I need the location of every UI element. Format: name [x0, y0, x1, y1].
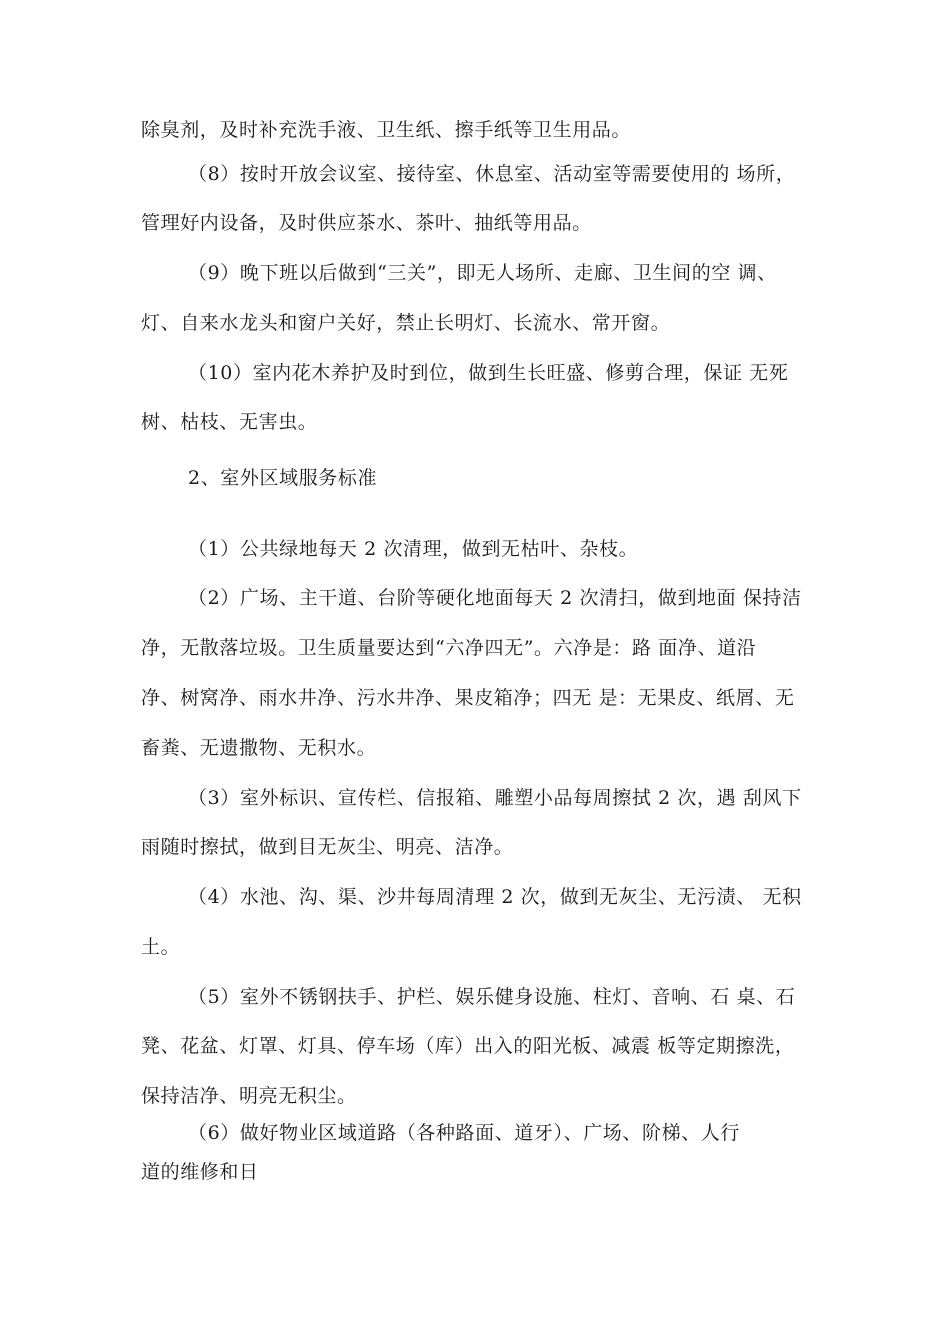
outdoor-item-2-line-3: 净、树窝净、雨水井净、污水井净、果皮箱净；四无 是：无果皮、纸屑、无: [141, 687, 795, 709]
outdoor-item-6-line-2: 道的维修和日: [141, 1161, 259, 1183]
paragraph-10-line-2: 树、枯枝、无害虫。: [141, 411, 318, 433]
outdoor-item-4-line-1: （4）水池、沟、渠、沙井每周清理 2 次，做到无灰尘、无污渍、 无积: [188, 886, 802, 908]
text-line: 除臭剂，及时补充洗手液、卫生纸、擦手纸等卫生用品。: [141, 119, 632, 141]
outdoor-item-5-line-1: （5）室外不锈钢扶手、护栏、娱乐健身设施、柱灯、音响、石 桌、石: [188, 986, 796, 1008]
outdoor-item-2-line-2: 净，无散落垃圾。卫生质量要达到“六净四无”。六净是：路 面净、道沿: [141, 637, 757, 659]
paragraph-8-line-1: （8）按时开放会议室、接待室、休息室、活动室等需要使用的 场所，: [188, 163, 796, 185]
outdoor-item-6-line-1: （6）做好物业区域道路（各种路面、道牙）、广场、阶梯、人行: [188, 1122, 740, 1144]
section-heading: 2、室外区域服务标准: [188, 467, 378, 489]
outdoor-item-1: （1）公共绿地每天 2 次清理，做到无枯叶、杂枝。: [188, 538, 639, 560]
outdoor-item-5-line-3: 保持洁净、明亮无积尘。: [141, 1085, 357, 1107]
outdoor-item-5-line-2: 凳、花盆、灯罩、灯具、停车场（库）出入的阳光板、减震 板等定期擦洗，: [141, 1035, 795, 1057]
outdoor-item-2-line-4: 畜粪、无遗撒物、无积水。: [141, 737, 377, 759]
outdoor-item-2-line-1: （2）广场、主干道、台阶等硬化地面每天 2 次清扫，做到地面 保持洁: [188, 587, 802, 609]
outdoor-item-3-line-1: （3）室外标识、宣传栏、信报箱、雕塑小品每周擦拭 2 次，遇 刮风下: [188, 787, 802, 809]
paragraph-9-line-1: （9）晚下班以后做到“三关”，即无人场所、走廊、卫生间的空 调、: [188, 262, 777, 284]
paragraph-9-line-2: 灯、自来水龙头和窗户关好，禁止长明灯、长流水、常开窗。: [141, 312, 671, 334]
paragraph-10-line-1: （10）室内花木养护及时到位，做到生长旺盛、修剪合理，保证 无死: [188, 362, 789, 384]
outdoor-item-3-line-2: 雨随时擦拭，做到目无灰尘、明亮、洁净。: [141, 836, 514, 858]
outdoor-item-4-line-2: 土。: [141, 936, 181, 958]
paragraph-8-line-2: 管理好内设备，及时供应茶水、茶叶、抽纸等用品。: [141, 212, 592, 234]
